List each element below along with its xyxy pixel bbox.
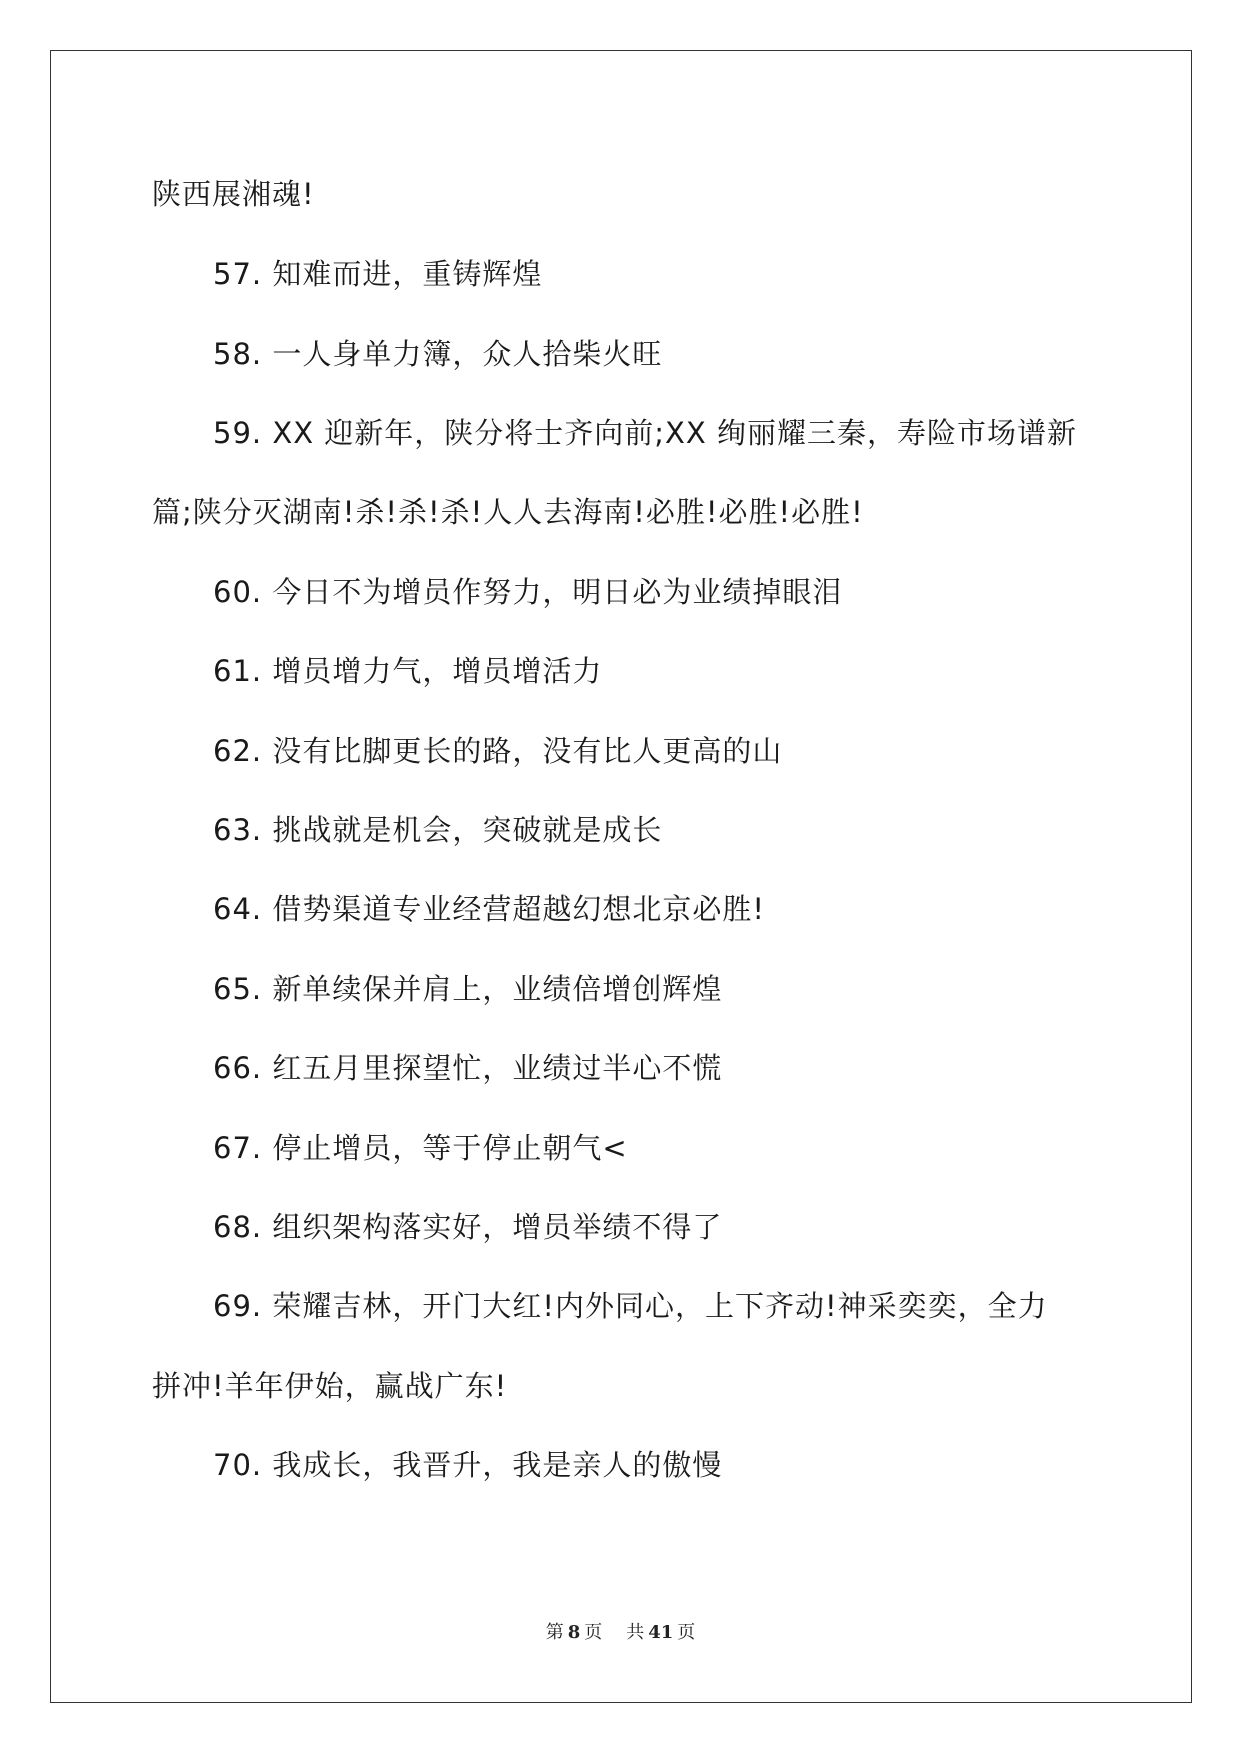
footer-total-prefix: 共	[626, 1622, 645, 1643]
slogan-60: 60. 今日不为增员作努力，明日必为业绩掉眼泪	[213, 575, 843, 609]
slogan-58: 58. 一人身单力簿，众人拾柴火旺	[213, 337, 663, 371]
footer-page-suffix: 页	[584, 1622, 603, 1643]
footer-page-number: 8	[567, 1622, 581, 1643]
footer-total-pages: 41	[648, 1622, 674, 1643]
slogan-70: 70. 我成长，我晋升，我是亲人的傲慢	[213, 1448, 723, 1482]
slogan-63: 63. 挑战就是机会，突破就是成长	[213, 813, 663, 847]
slogan-66: 66. 红五月里探望忙，业绩过半心不慌	[213, 1051, 723, 1085]
slogan-59: 59. XX 迎新年，陕分将士齐向前;XX 绚丽耀三秦，寿险市场谱新	[213, 416, 1078, 450]
text-line-continuation: 陕西展湘魂!	[152, 177, 315, 211]
page-footer	[0, 1618, 1241, 1644]
slogan-64: 64. 借势渠道专业经营超越幻想北京必胜!	[213, 892, 765, 926]
slogan-69-continued: 拼冲!羊年伊始，赢战广东!	[152, 1369, 508, 1403]
slogan-62: 62. 没有比脚更长的路，没有比人更高的山	[213, 734, 783, 768]
footer-prefix: 第	[545, 1622, 564, 1643]
slogan-59-continued: 篇;陕分灭湖南!杀!杀!杀!人人去海南!必胜!必胜!必胜!	[152, 495, 864, 529]
footer-total-suffix: 页	[677, 1622, 696, 1643]
slogan-57: 57. 知难而进，重铸辉煌	[213, 257, 543, 291]
slogan-69: 69. 荣耀吉林，开门大红!内外同心，上下齐动!神采奕奕，全力	[213, 1289, 1048, 1323]
slogan-67: 67. 停止增员，等于停止朝气<	[213, 1131, 628, 1165]
slogan-61: 61. 增员增力气，增员增活力	[213, 654, 603, 688]
slogan-68: 68. 组织架构落实好，增员举绩不得了	[213, 1210, 723, 1244]
slogan-65: 65. 新单续保并肩上，业绩倍增创辉煌	[213, 972, 723, 1006]
